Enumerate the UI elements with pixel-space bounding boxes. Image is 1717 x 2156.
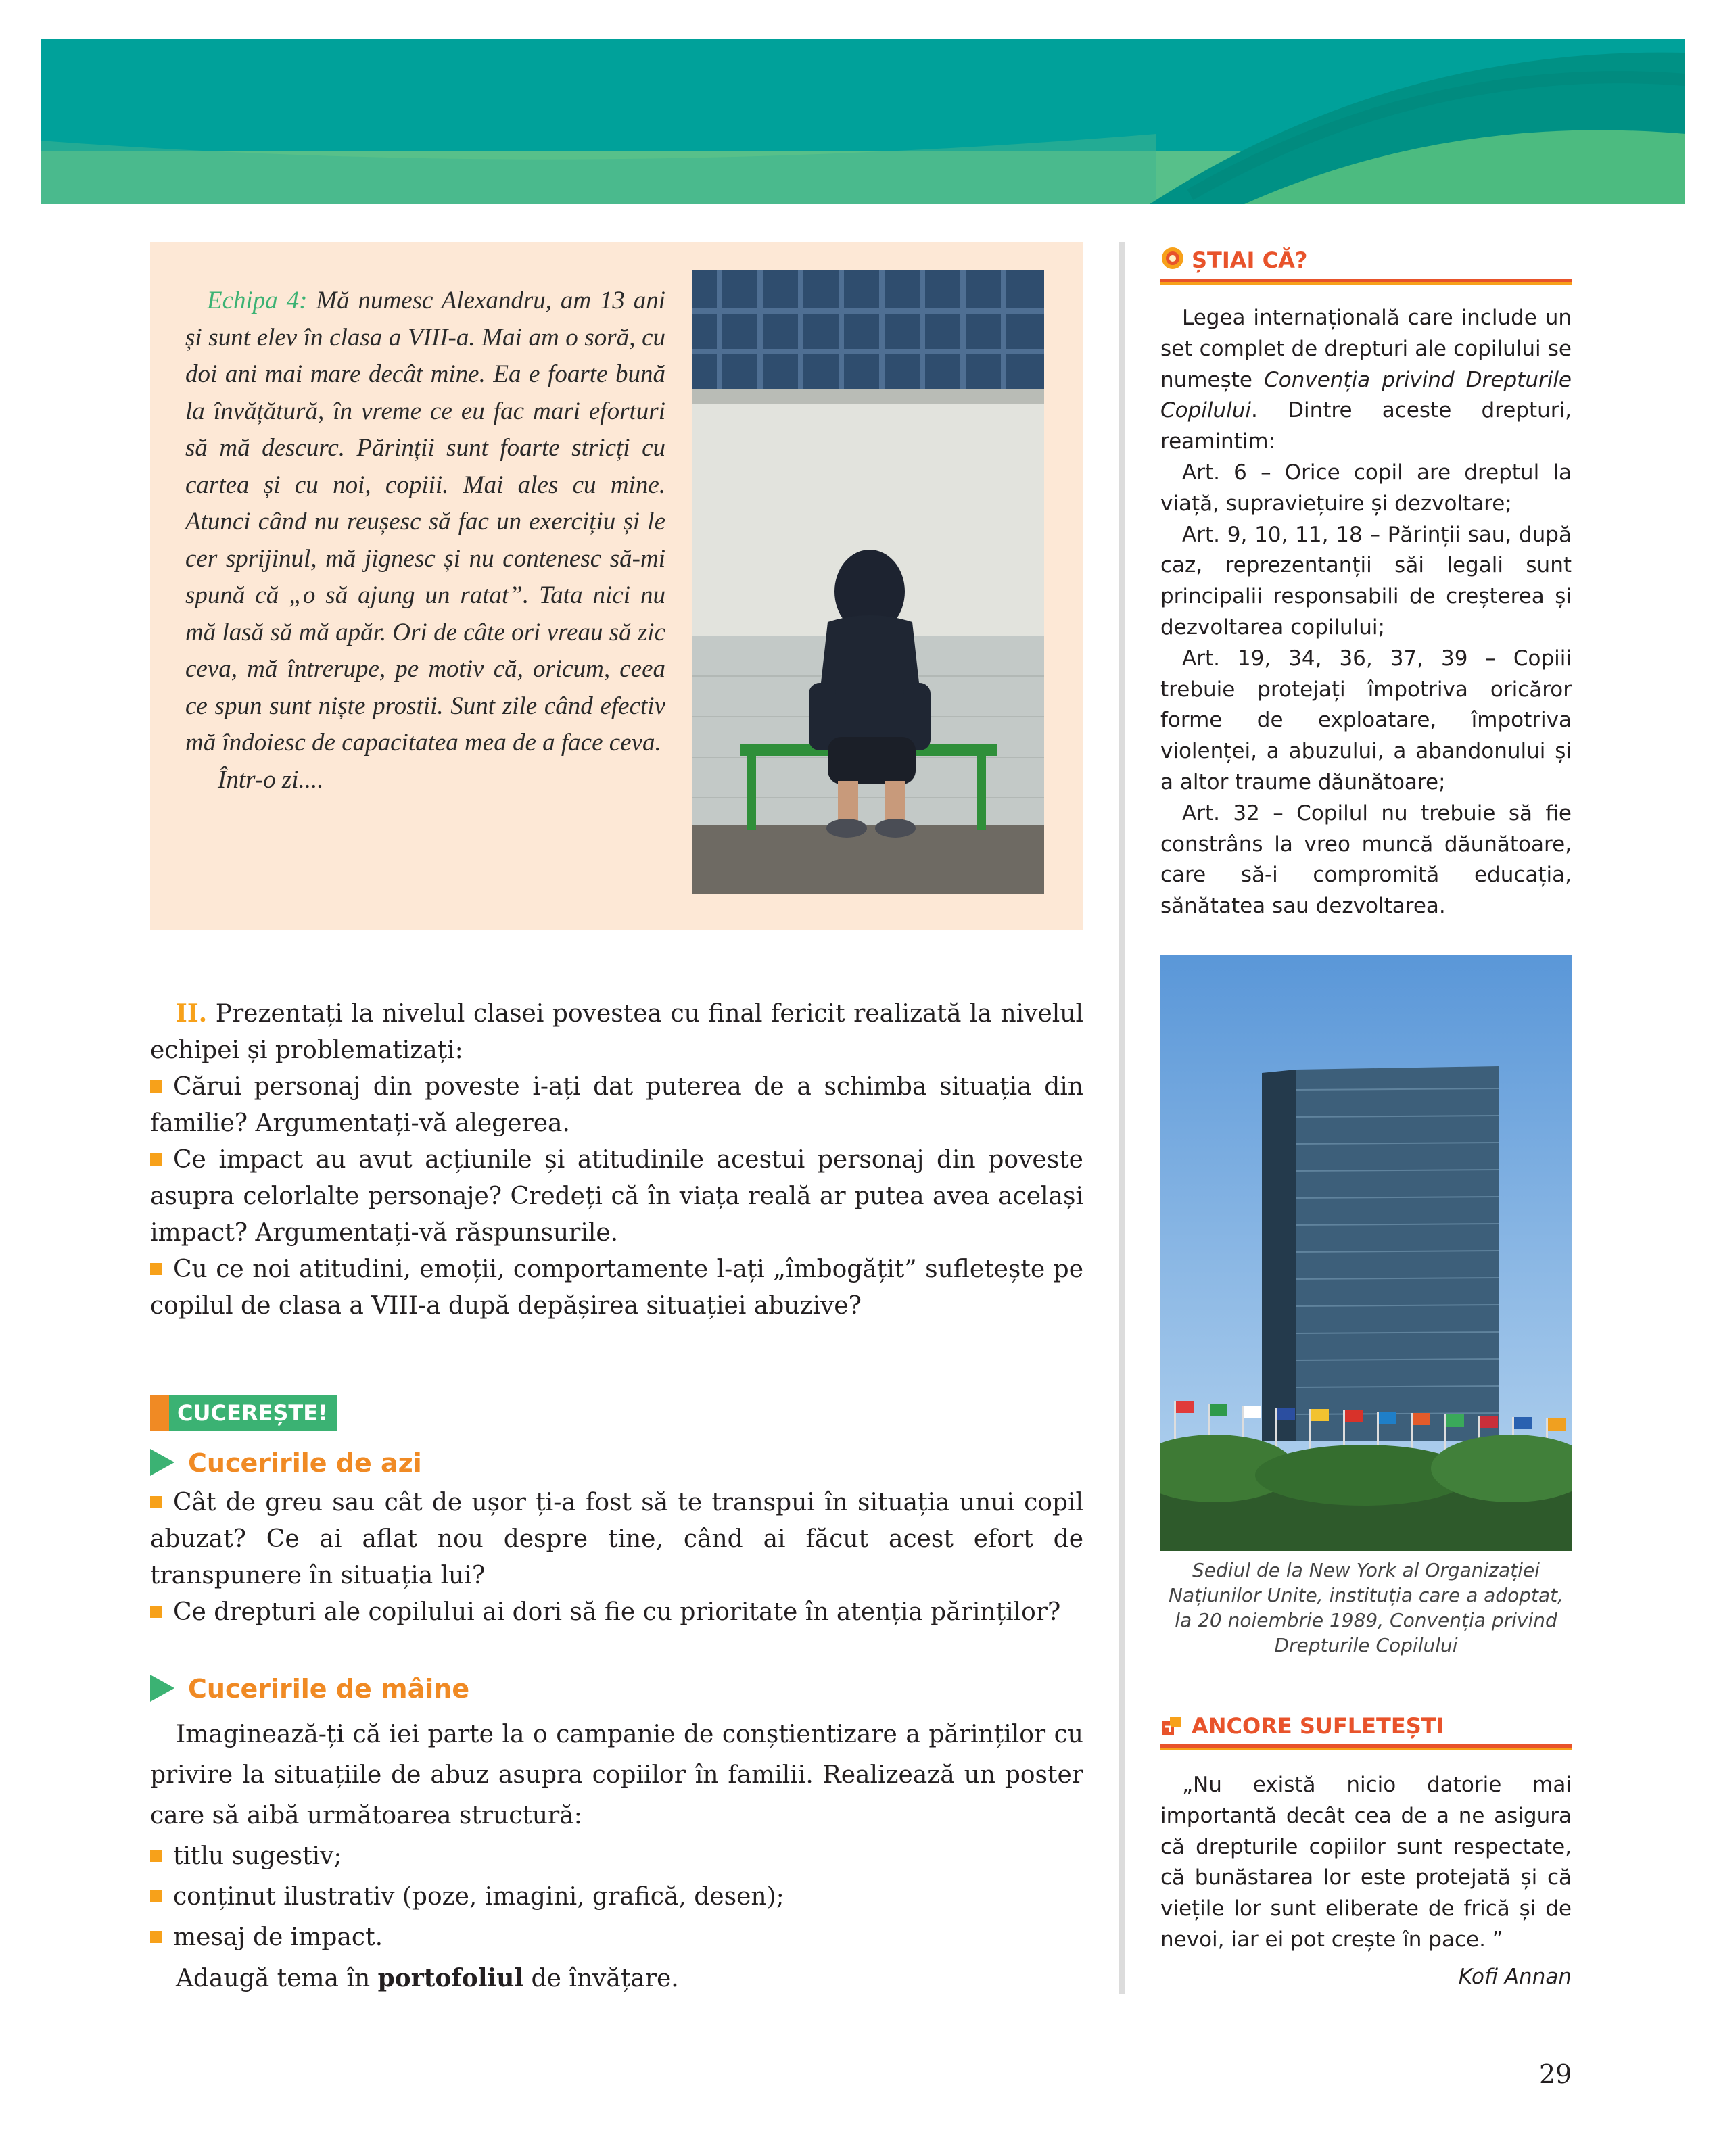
cucerile-azi-list [150, 1485, 1083, 1631]
sad-boy-photo [692, 270, 1044, 894]
bullet-square-icon [150, 1606, 162, 1618]
list-item: Ce impact au avut acțiunile și atitudinile acestui personaj din poveste asupra celorlalte personaje? Credeți că în viața reală ar putea avea același impact? Argumentați-vă răspunsurile. [150, 1146, 1083, 1247]
cucerile-maine-body [150, 1715, 1083, 1999]
cucerile-azi-title: Cuceririle de azi [150, 1448, 422, 1478]
story-box [150, 242, 1083, 930]
list-item: titlu sugestiv; [150, 1836, 1083, 1877]
bullet-square-icon [150, 1080, 162, 1093]
header-band [41, 39, 1685, 204]
page-number: 29 [1539, 2059, 1572, 2089]
story-text [185, 283, 665, 798]
bullet-square-icon [150, 1931, 162, 1943]
quote-author: Kofi Annan [1458, 1965, 1572, 1989]
cucereste-label: CUCEREȘTE! [150, 1395, 337, 1431]
maine-closing: Adaugă tema în portofoliul de învățare. [176, 1964, 679, 1992]
stiai-text [1160, 303, 1572, 922]
un-photo-caption: Sediul de la New York al Organizației Națiunilor Unite, instituția care a adoptat, la 20 noiembrie 1989, Convenția privind Drepturile Copilului [1169, 1559, 1563, 1656]
ancore-title: ANCORE SUFLETEȘTI [1192, 1713, 1444, 1739]
stiai-article: Art. 9, 10, 11, 18 – Părinții sau, după caz, reprezentanții săi legali sunt principalii responsabili de creșterea și dezvoltarea copilului; [1160, 522, 1572, 640]
stiai-intro: Legea internațională care include un set complet de drepturi ale copilului se numește Convenția privind Drepturile Copilului. Dintre aceste drepturi, reamintim: [1160, 306, 1572, 454]
bullet-square-icon [150, 1153, 162, 1166]
story-ending: Într-o zi.... [218, 765, 324, 794]
sun-icon [1160, 246, 1185, 270]
section-two-intro: II. Prezentați la nivelul clasei povestea cu final fericit realizată la nivelul echipei și problematizați: [150, 999, 1083, 1064]
list-item: conținut ilustrativ (poze, imagini, grafică, desen); [150, 1877, 1083, 1917]
triangle-arrow-icon [150, 1449, 174, 1476]
sidebar-divider [1119, 242, 1125, 1994]
list-item: mesaj de impact. [150, 1917, 1083, 1958]
triangle-arrow-icon [150, 1675, 174, 1702]
stiai-article: Art. 6 – Orice copil are dreptul la viață, supraviețuire și dezvoltare; [1160, 460, 1572, 516]
maine-intro: Imaginează-ți că iei parte la o campanie de conștientizare a părinților cu privire la situațiile de abuz asupra copiilor în familii. Realizează un poster care să aibă următoarea structură: [150, 1721, 1083, 1829]
bullet-square-icon [150, 1263, 162, 1275]
bullet-square-icon [150, 1890, 162, 1902]
story-body: Mă numesc Alexandru, am 13 ani și sunt elev în clasa a VIII-a. Mai am o soră, cu doi ani mai mare decât mine. Ea e foarte bună la învățătură, în vreme ce eu fac mari eforturi să mă descurc. Părinții sunt foarte stricți cu cartea și cu noi, copiii. Mai ales cu mine. Atunci când nu reușesc să fac un exercițiu și le cer sprijinul, mă jignesc și nu contenesc să-mi spună că „o să ajung un ratat”. Tata nici nu mă lasă să mă apăr. Ori de câte ori vreau să zic ceva, mă întrerupe, pe motiv că, oricum, ceea ce spun sunt niște prostii. Sunt zile când efectiv mă îndoiesc de capacitatea mea de a face ceva. [185, 287, 666, 757]
list-item: Cât de greu sau cât de ușor ți-a fost să te transpui în situația unui copil abuzat? Ce ai aflat nou despre tine, când ai făcut acest efort de transpunere în situația lui? [150, 1489, 1083, 1589]
list-item: Cu ce noi atitudini, emoții, comportamente l-ați „îmbogățit” sufletește pe copilul de clasa a VIII-a după depășirea situației abuzive? [150, 1255, 1083, 1320]
team-label: Echipa 4: [207, 287, 308, 314]
ancore-quote: „Nu există nicio datorie mai importantă decât cea de a ne asigura că drepturile copiilor sunt respectate, că bunăstarea lor este protejată și că viețile lor sunt eliberate de frică și de nevoi, iar ei pot crește în pace. ” [1160, 1773, 1572, 1952]
section-two [150, 995, 1083, 1324]
stiai-rule [1160, 279, 1572, 285]
cucerile-maine-title: Cuceririle de mâine [150, 1674, 469, 1704]
stiai-title: ȘTIAI CĂ? [1192, 247, 1308, 273]
anchor-hands-icon [1160, 1715, 1183, 1738]
ancore-rule [1160, 1744, 1572, 1750]
un-headquarters-photo [1160, 955, 1572, 1551]
bullet-square-icon [150, 1496, 162, 1508]
list-item: Cărui personaj din poveste i-ați dat puterea de a schimba situația din familie? Argumentați-vă alegerea. [150, 1073, 1083, 1137]
stiai-article: Art. 19, 34, 36, 37, 39 – Copiii trebuie protejați împotriva oricăror forme de exploatare, împotriva violenței, a abuzului, a abandonului și a altor traume dăunătoare; [1160, 646, 1572, 794]
stiai-article: Art. 32 – Copilul nu trebuie să fie constrâns la vreo muncă dăunătoare, care să-i compromită educația, sănătatea sau dezvoltarea. [1160, 800, 1572, 919]
bullet-square-icon [150, 1850, 162, 1862]
list-item: Ce drepturi ale copilului ai dori să fie cu prioritate în atenția părinților? [150, 1594, 1083, 1631]
